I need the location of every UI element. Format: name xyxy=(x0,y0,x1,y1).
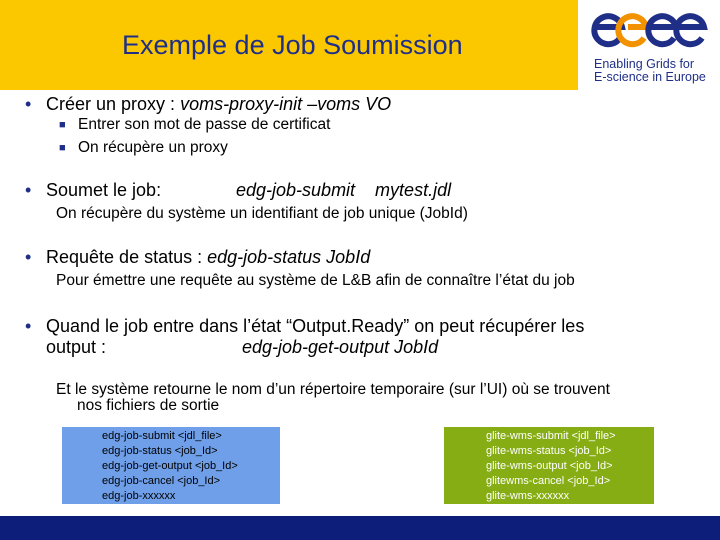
glite-command: glite-wms-submit <jdl_file> xyxy=(486,430,616,442)
slide-title: Exemple de Job Soumission xyxy=(122,30,463,60)
edg-command: edg-job-xxxxxx xyxy=(102,490,176,502)
egee-logo xyxy=(578,0,720,90)
bullet-prefix: Requête de status : xyxy=(46,247,208,267)
command-voms-proxy-init: voms-proxy-init –voms VO xyxy=(180,94,392,114)
bullet-dot: • xyxy=(25,247,32,267)
bullet-output-line1: Quand le job entre dans l’état “Output.Ready” on peut récupérer les xyxy=(46,316,585,336)
glite-commands-box xyxy=(444,427,654,504)
bullet-dot: • xyxy=(25,180,32,200)
logo-tagline-line2: E-science in Europe xyxy=(594,70,706,84)
glite-command: glitewms-cancel <job_Id> xyxy=(486,475,611,487)
logo-tagline xyxy=(594,58,706,84)
square-bullet-icon: ■ xyxy=(59,142,66,154)
note-temp-dir-line1: Et le système retourne le nom d’un répertoire temporaire (sur l’UI) où se trouvent xyxy=(56,381,610,398)
bullet-submit xyxy=(46,180,161,201)
bullet-prefix: Soumet le job: xyxy=(46,180,162,200)
bullet-create-proxy xyxy=(46,94,391,115)
square-bullet-icon: ■ xyxy=(59,119,66,131)
bullet-status xyxy=(46,247,370,268)
bullet-output-prefix: output : xyxy=(46,337,107,357)
edg-command: edg-job-submit <jdl_file> xyxy=(102,430,222,442)
edg-command: edg-job-cancel <job_Id> xyxy=(102,475,221,487)
edg-command: edg-job-get-output <job_Id> xyxy=(102,460,238,472)
logo-tagline-line1: Enabling Grids for xyxy=(594,57,695,71)
egee-logo-mark xyxy=(578,0,720,58)
glite-command: glite-wms-xxxxxx xyxy=(486,490,570,502)
note-temp-dir-line2: nos fichiers de sortie xyxy=(77,397,220,414)
bullet-prefix: Créer un proxy : xyxy=(46,94,181,114)
glite-command: glite-wms-status <job_Id> xyxy=(486,445,612,457)
sub-item-password: Entrer son mot de passe de certificat xyxy=(78,116,331,133)
footer-bar xyxy=(0,516,720,540)
note-lb-request: Pour émettre une requête au système de L&B afin de connaître l’état du job xyxy=(56,272,575,289)
command-edg-job-submit: edg-job-submit mytest.jdl xyxy=(236,180,452,200)
command-edg-job-get-output: edg-job-get-output JobId xyxy=(242,337,439,357)
title-bar xyxy=(0,0,578,90)
bullet-dot: • xyxy=(25,94,32,114)
edg-commands-box xyxy=(62,427,280,504)
glite-command: glite-wms-output <job_Id> xyxy=(486,460,613,472)
command-edg-job-status: edg-job-status JobId xyxy=(207,247,371,267)
sub-item-proxy: On récupère un proxy xyxy=(78,139,228,156)
bullet-dot: • xyxy=(25,316,32,336)
note-jobid: On récupère du système un identifiant de job unique (JobId) xyxy=(56,205,468,222)
edg-command: edg-job-status <job_Id> xyxy=(102,445,218,457)
